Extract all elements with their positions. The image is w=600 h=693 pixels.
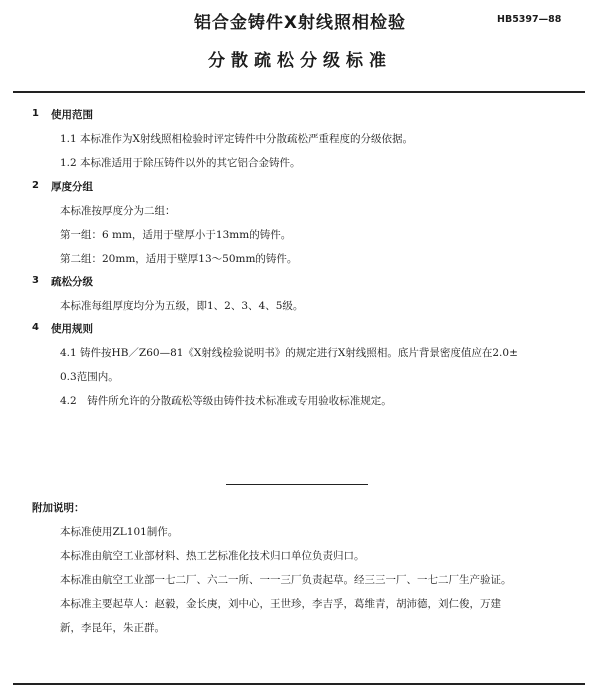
section-4-number: 4 [32, 322, 39, 333]
notes-line-4: 本标准主要起草人：赵毅，金长庚，刘中心，王世珍，李吉孚，葛维青，胡沛德，刘仁俊，万建 [60, 598, 501, 610]
document-subtitle: 分散疏松分级标准 [208, 51, 392, 71]
section-1-number: 1 [32, 108, 39, 119]
section-1-title: 使用范围 [51, 109, 93, 121]
section-2-number: 2 [32, 180, 39, 191]
section-1-para-2: 1.2 本标准适用于除压铸件以外的其它铝合金铸件。 [60, 157, 301, 169]
section-4-para-2: 0.3范围内。 [60, 371, 119, 383]
section-2-para-2: 第一组：6 mm，适用于壁厚小于13mm的铸件。 [60, 229, 292, 241]
section-2-title: 厚度分组 [51, 181, 93, 193]
standard-number: HB5397—88 [497, 14, 562, 25]
notes-heading: 附加说明： [32, 502, 85, 514]
section-4-title: 使用规则 [51, 323, 93, 335]
section-1-para-1: 1.1 本标准作为X射线照相检验时评定铸件中分散疏松严重程度的分级依据。 [60, 133, 414, 145]
section-3-title: 疏松分级 [51, 276, 93, 288]
notes-line-2: 本标准由航空工业部材料、热工艺标准化技术归口单位负责归口。 [60, 550, 365, 562]
notes-line-5: 新，李昆年，朱正群。 [60, 622, 165, 634]
center-divider [226, 484, 368, 485]
notes-line-1: 本标准使用ZL101制作。 [60, 526, 179, 538]
top-rule [13, 91, 585, 93]
section-3-para-1: 本标准每组厚度均分为五级，即1、2、3、4、5级。 [60, 300, 304, 312]
notes-line-3: 本标准由航空工业部一七二厂、六二一所、一一三厂负责起草。经三三一厂、一七二厂生产验证。 [60, 574, 512, 586]
document-title: 铝合金铸件X射线照相检验 [193, 13, 407, 33]
section-4-para-3: 4.2 铸件所允许的分散疏松等级由铸件技术标准或专用验收标准规定。 [60, 395, 392, 407]
section-2-para-3: 第二组：20mm，适用于壁厚13～50mm的铸件。 [60, 253, 298, 265]
section-2-para-1: 本标准按厚度分为二组： [60, 205, 176, 217]
section-4-para-1: 4.1 铸件按HB／Z60—81《X射线检验说明书》的规定进行X射线照相。底片背景密度值应在2.0± [60, 347, 518, 359]
section-3-number: 3 [32, 275, 39, 286]
bottom-rule [13, 683, 585, 685]
